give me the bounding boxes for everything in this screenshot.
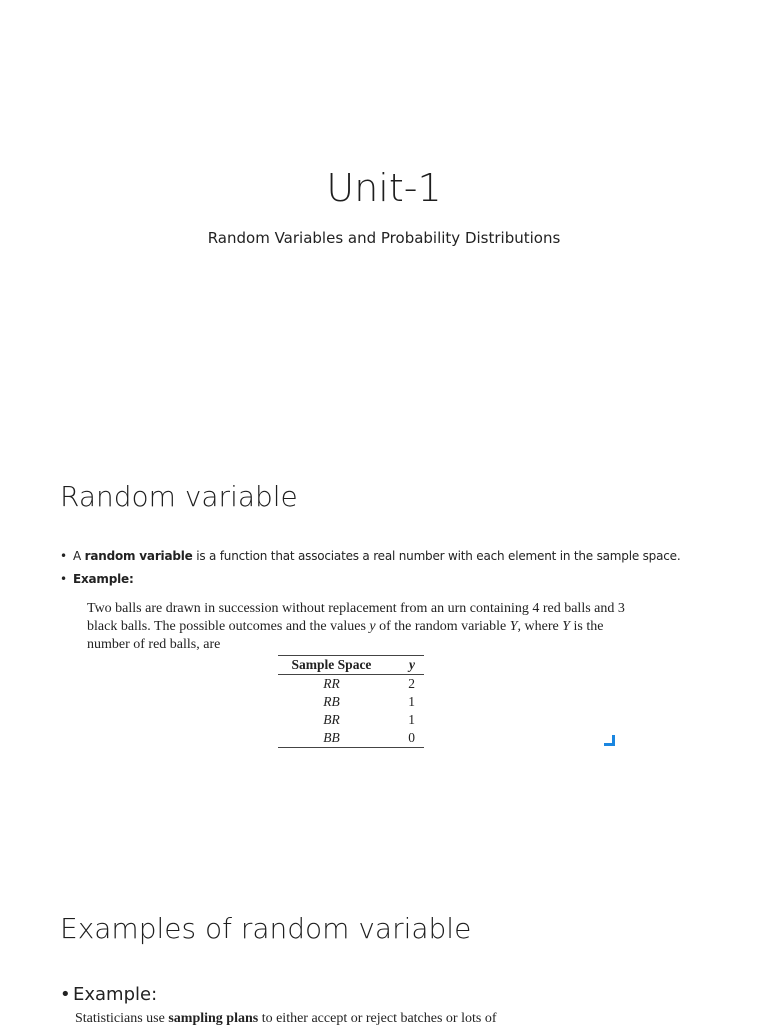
random-variable-slide bbox=[0, 432, 768, 864]
example-text-3: , where bbox=[517, 619, 563, 634]
definition-pre: A bbox=[73, 549, 85, 563]
cell-value: 1 bbox=[408, 694, 415, 709]
var-y: y bbox=[369, 619, 376, 634]
header-y: y bbox=[385, 656, 424, 675]
cell-outcome: RR bbox=[323, 676, 340, 691]
bullet-list bbox=[60, 549, 680, 595]
table-header-row bbox=[278, 656, 424, 675]
definition-post: is a function that associates a real number with each element in the sample space. bbox=[192, 549, 681, 563]
definition-term: random variable bbox=[84, 549, 193, 563]
cell-outcome: BB bbox=[278, 729, 385, 748]
example-text-1: Two balls are drawn in succession without replacement from an urn containing 4 red balls and 3 black balls. The possible outcomes and the values bbox=[87, 601, 625, 634]
sampling-term: sampling plans bbox=[168, 1011, 259, 1026]
sampling-text-post: to either accept or reject batches or lots of bbox=[258, 1011, 497, 1026]
example-label: Example: bbox=[73, 984, 158, 1005]
bullet-list bbox=[60, 984, 157, 1006]
cell-outcome: BR bbox=[323, 712, 340, 727]
example-text-4: is the number of red balls, are bbox=[87, 619, 604, 652]
examples-slide bbox=[0, 864, 768, 1024]
unit-subtitle: Random Variables and Probability Distributions bbox=[207, 229, 561, 247]
cell-value: 0 bbox=[385, 729, 424, 748]
cell-value: 2 bbox=[408, 676, 415, 691]
table-row bbox=[278, 729, 424, 748]
sampling-text bbox=[75, 1011, 496, 1027]
table-row bbox=[278, 711, 424, 729]
var-Y: Y bbox=[562, 619, 571, 634]
header-sample-space: Sample Space bbox=[278, 656, 385, 675]
example-label: Example: bbox=[73, 572, 134, 586]
unit-title: Unit-1 bbox=[326, 166, 442, 210]
cell-outcome: RB bbox=[323, 694, 340, 709]
example-bullet bbox=[60, 984, 157, 1006]
definition-bullet bbox=[60, 549, 680, 563]
sampling-text-pre: Statisticians use bbox=[75, 1011, 169, 1026]
slide-heading: Examples of random variable bbox=[60, 912, 472, 945]
table-row bbox=[278, 675, 424, 694]
table-row bbox=[278, 693, 424, 711]
corner-marker-icon bbox=[604, 735, 615, 746]
slide-heading: Random variable bbox=[60, 480, 298, 513]
example-bullet bbox=[60, 572, 680, 586]
title-slide bbox=[0, 0, 768, 432]
var-Y: Y bbox=[509, 619, 518, 634]
example-paragraph bbox=[87, 600, 627, 654]
sample-space-table bbox=[278, 655, 424, 748]
cell-value: 1 bbox=[408, 712, 415, 727]
example-text-2: of the random variable bbox=[375, 619, 510, 634]
